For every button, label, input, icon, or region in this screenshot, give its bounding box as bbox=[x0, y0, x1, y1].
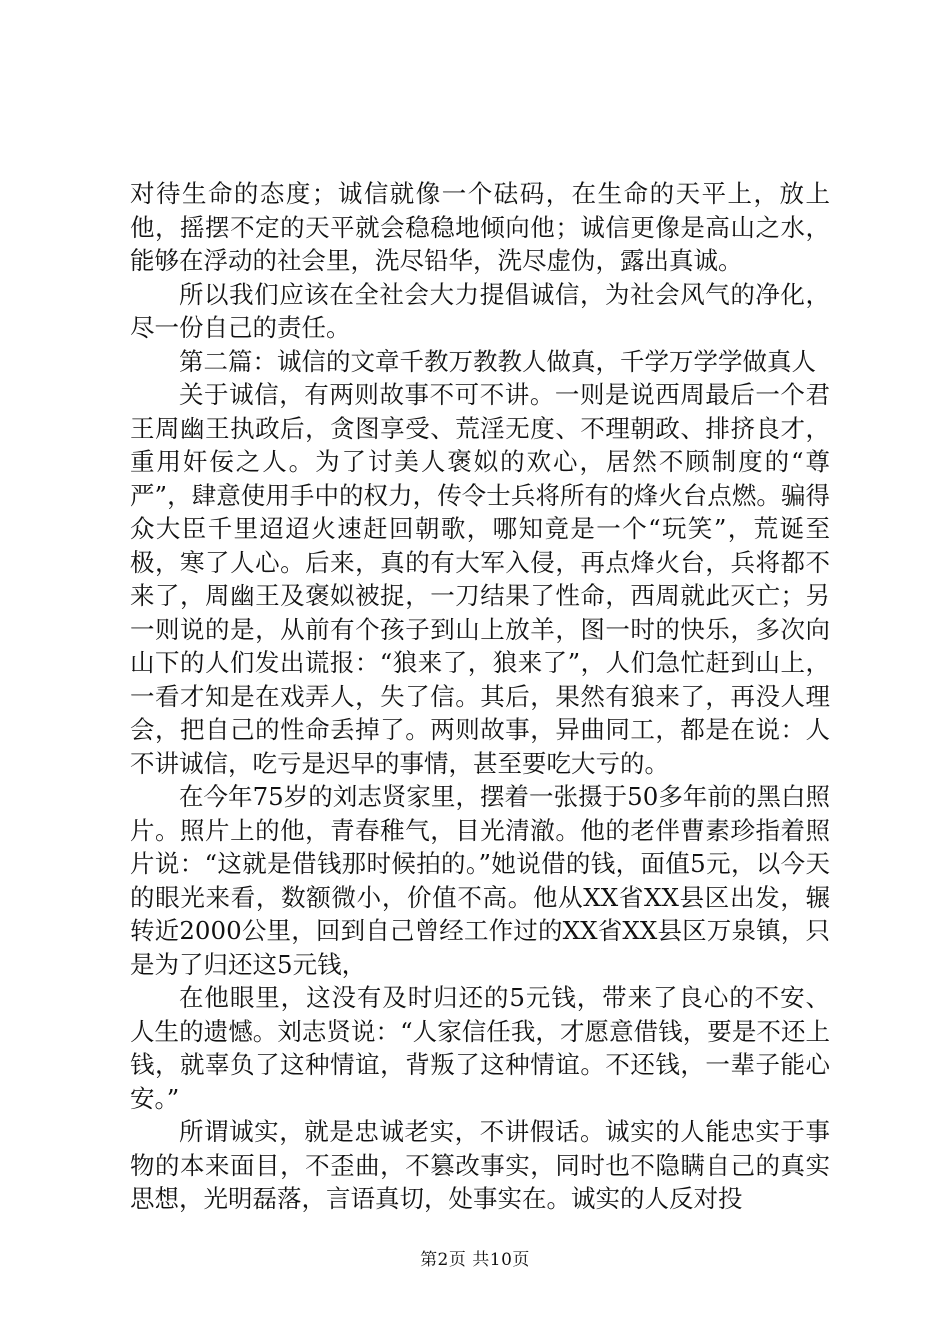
paragraph: 所以我们应该在全社会大力提倡诚信，为社会风气的净化，尽一份自己的责任。 bbox=[130, 279, 830, 342]
paragraph: 关于诚信，有两则故事不可不讲。一则是说西周最后一个君王周幽王执政后，贪图享受、荒淫无度、不理朝政、排挤良才，重用奸佞之人。为了讨美人褒姒的欢心，居然不顾制度的“尊严”，肆意使用手中的权力，传令士兵将所有的烽火台点燃。骗得众大臣千里迢迢火速赶回朝歌，哪知竟是一个“玩笑”，荒诞至极，寒了人心。后来，真的有大军入侵，再点烽火台，兵将都不来了，周幽王及褒姒被捉，一刀结果了性命，西周就此灭亡；另一则说的是，从前有个孩子到山上放羊，图一时的快乐，多次向山下的人们发出谎报：“狼来了，狼来了”，人们急忙赶到山上，一看才知是在戏弄人，失了信。其后，果然有狼来了，再没人理会，把自己的性命丢掉了。两则故事，异曲同工，都是在说：人不讲诚信，吃亏是迟早的事情，甚至要吃大亏的。 bbox=[130, 380, 830, 778]
paragraph: 在他眼里，这没有及时归还的5元钱，带来了良心的不安、人生的遗憾。刘志贤说：“人家信任我，才愿意借钱，要是不还上钱，就辜负了这种情谊，背叛了这种情谊。不还钱，一辈子能心安。” bbox=[130, 983, 830, 1113]
document-body bbox=[130, 177, 830, 1216]
paragraph: 所谓诚实，就是忠诚老实，不讲假话。诚实的人能忠实于事物的本来面目，不歪曲，不篡改事实，同时也不隐瞒自己的真实思想，光明磊落，言语真切，处事实在。诚实的人反对投 bbox=[130, 1117, 830, 1213]
page-number-footer: 第2页 共10页 bbox=[420, 1250, 530, 1270]
paragraph: 在今年75岁的刘志贤家里，摆着一张摄于50多年前的黑白照片。照片上的他，青春稚气，目光清澈。他的老伴曹素珍指着照片说：“这就是借钱那时候拍的。”她说借的钱，面值5元，以今天的眼光来看，数额微小，价值不高。他从XX省XX县区出发，辗转近2000公里，回到自己曾经工作过的XX省XX县区万泉镇，只是为了归还这5元钱， bbox=[130, 782, 830, 979]
paragraph: 对待生命的态度；诚信就像一个砝码，在生命的天平上，放上他，摇摆不定的天平就会稳稳地倾向他；诚信更像是高山之水，能够在浮动的社会里，洗尽铅华，洗尽虚伪，露出真诚。 bbox=[130, 179, 830, 275]
section-heading: 第二篇：诚信的文章千教万教教人做真，千学万学学做真人 bbox=[179, 346, 816, 376]
